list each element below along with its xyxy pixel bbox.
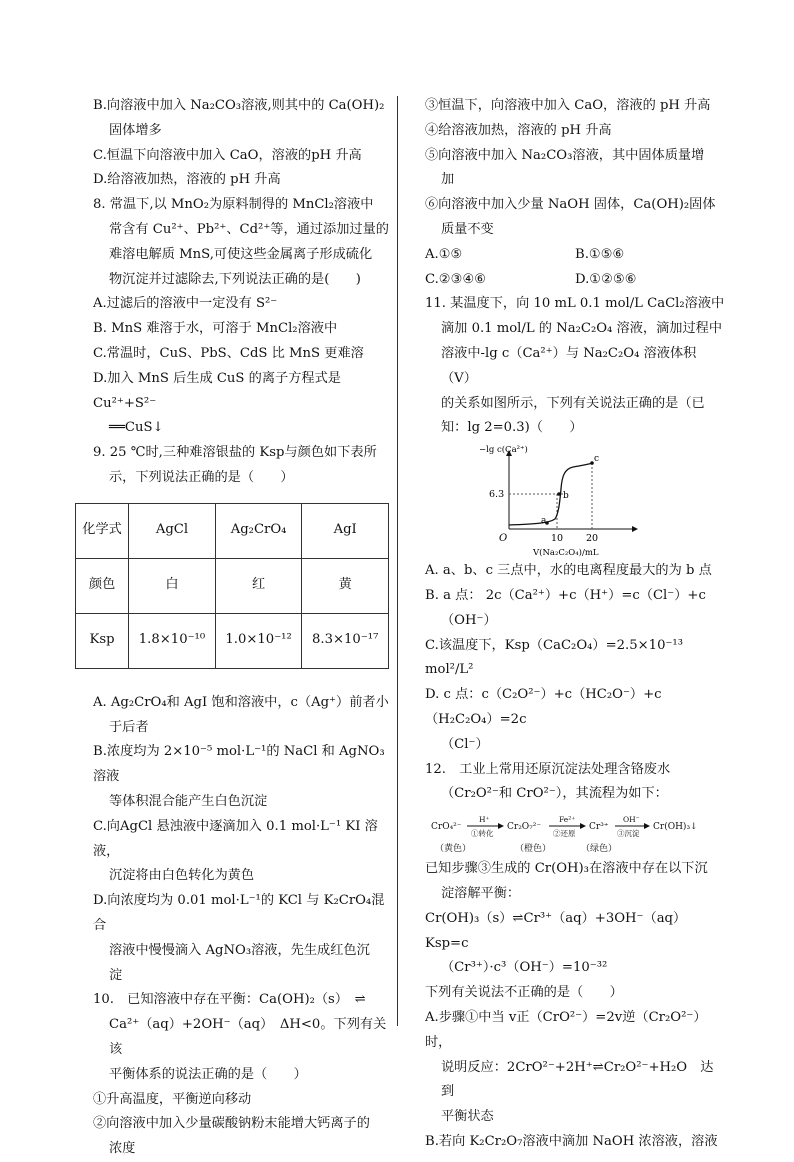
q7-option-d: D.给溶液加热，溶液的 pH 升高 bbox=[93, 172, 281, 188]
flow-color-3: （绿色） bbox=[581, 844, 618, 855]
label-a: a bbox=[541, 516, 547, 527]
ksp-table bbox=[75, 503, 389, 669]
q8-stem-line4: 物沉淀并过滤除去,下列说法正确的是( ) bbox=[109, 271, 361, 287]
label-b: b bbox=[563, 491, 569, 502]
q12-option-b-line1: B.若向 K₂Cr₂O₇溶液中滴加 NaOH 浓溶液，溶液 bbox=[425, 1133, 718, 1149]
q11-option-b-line1: B. a 点： 2c（Ca²⁺）+c（H⁺）=c（Cl⁻）+c bbox=[425, 587, 706, 603]
q11-stem-line3: 溶液中-lg c（Ca²⁺）与 Na₂C₂O₄ 溶液体积（V） bbox=[441, 345, 697, 386]
table-cell: Ksp bbox=[76, 613, 129, 668]
q8-option-c: C.常温时，CuS、PbS、CdS 比 MnS 更难溶 bbox=[93, 345, 364, 361]
q11-stem-line1: 11. 某温度下，向 10 mL 0.1 mol/L CaCl₂溶液中 bbox=[425, 296, 725, 312]
flow-color-2: （橙色） bbox=[515, 844, 552, 855]
q10-statement-3: ③恒温下，向溶液中加入 CaO，溶液的 pH 升高 bbox=[425, 98, 711, 113]
q9-option-a-line1: A. Ag₂CrO₄和 AgI 饱和溶液中，c（Ag⁺）前者小 bbox=[93, 694, 389, 710]
x-tick-10: 10 bbox=[551, 533, 564, 545]
q12-stem-line2: （Cr₂O²⁻和 CrO²⁻），其流程为如下： bbox=[441, 786, 668, 802]
q11-option-d-line1: D. c 点：c（C₂O²⁻）+c（HC₂O⁻）+c（H₂C₂O₄）=2c bbox=[425, 687, 662, 727]
origin-label: O bbox=[499, 533, 508, 545]
q9-option-d-line3: 淀 bbox=[109, 967, 123, 983]
q10-statement-5-line2: 加 bbox=[441, 172, 455, 188]
flow-color-1: （黄色） bbox=[435, 844, 472, 855]
q11-option-b-line2: （OH⁻） bbox=[441, 612, 497, 628]
q11-stem-line5: 知：lg 2=0.3)（ ） bbox=[441, 420, 583, 436]
q10-option-d: D.①②⑤⑥ bbox=[575, 271, 637, 287]
table-cell: 化学式 bbox=[76, 503, 129, 558]
table-cell: 8.3×10⁻¹⁷ bbox=[302, 613, 389, 668]
q12-stem-line1: 12. 工业上常用还原沉淀法处理含铬废水 bbox=[425, 761, 671, 777]
table-cell: 1.0×10⁻¹² bbox=[215, 613, 302, 668]
q8-option-b: B. MnS 难溶于水，可溶于 MnCl₂溶液中 bbox=[93, 321, 338, 337]
q7-option-b-line2: 固体增多 bbox=[109, 122, 162, 138]
q11-option-c: C.该温度下，Ksp（CaC₂O₄）=2.5×10⁻¹³ mol²/L² bbox=[425, 637, 683, 678]
q12-option-a-line2: 说明反应：2CrO²⁻+2H⁺⇌Cr₂O²⁻+H₂O 达到 bbox=[441, 1059, 714, 1100]
flow-arrow-2-top: Fe²⁺ bbox=[559, 815, 576, 825]
table-cell: 白 bbox=[129, 558, 216, 613]
q8-option-a: A.过滤后的溶液中一定没有 S²⁻ bbox=[93, 296, 278, 312]
q7-option-c: C.恒温下向溶液中加入 CaO，溶液的pH 升高 bbox=[93, 147, 362, 163]
q12-equilibrium-line2: （Cr³⁺）·c³（OH⁻）=10⁻³² bbox=[441, 960, 608, 976]
q9-stem-line2: 示，下列说法正确的是（ ） bbox=[109, 469, 294, 485]
point-b bbox=[557, 492, 561, 496]
q12-question: 下列有关说法不正确的是（ ） bbox=[425, 985, 623, 1001]
table-cell: Ag₂CrO₄ bbox=[215, 503, 302, 558]
table-cell: AgI bbox=[302, 503, 389, 558]
table-cell: 红 bbox=[215, 558, 302, 613]
q11-stem-line2: 滴加 0.1 mol/L 的 Na₂C₂O₄ 溶液，滴加过程中 bbox=[441, 321, 723, 337]
q10-stem-line1: 10. 已知溶液中存在平衡：Ca(OH)₂（s） ⇌ bbox=[93, 992, 366, 1008]
chromium-flowchart bbox=[431, 811, 701, 855]
column-divider bbox=[397, 96, 398, 1026]
table-cell: AgCl bbox=[129, 503, 216, 558]
flow-arrow-3-top: OH⁻ bbox=[623, 815, 640, 825]
flow-species-1: CrO₄²⁻ bbox=[431, 822, 462, 833]
flow-arrow-1-bottom: ①转化 bbox=[471, 829, 494, 839]
q9-option-a-line2: 于后者 bbox=[109, 719, 149, 735]
flow-arrow-1-top: H⁺ bbox=[479, 815, 490, 825]
titration-graph bbox=[477, 443, 677, 559]
flow-species-4: Cr(OH)₃↓ bbox=[653, 822, 698, 833]
q9-option-c-line1: C.向AgCl 悬浊液中逐滴加入 0.1 mol·L⁻¹ KI 溶液， bbox=[93, 818, 378, 859]
q9-option-c-line2: 沉淀将由白色转化为黄色 bbox=[109, 868, 255, 884]
q12-option-a-line1: A.步骤①中当 v正（CrO²⁻）=2v逆（Cr₂O²⁻）时， bbox=[425, 1009, 707, 1050]
table-cell: 黄 bbox=[302, 558, 389, 613]
table-cell: 1.8×10⁻¹⁰ bbox=[129, 613, 216, 668]
y-tick-label: 6.3 bbox=[489, 489, 505, 501]
q10-option-c: C.②③④⑥ bbox=[425, 271, 487, 287]
table-row-ksp bbox=[76, 613, 389, 668]
q10-stem-line3: 平衡体系的说法正确的是（ ） bbox=[109, 1066, 307, 1082]
table-cell: 颜色 bbox=[76, 558, 129, 613]
q10-option-a: A.①⑤ bbox=[425, 246, 463, 262]
label-c: c bbox=[594, 454, 600, 465]
q9-option-b-line1: B.浓度均为 2×10⁻⁵ mol·L⁻¹的 NaCl 和 AgNO₃溶液 bbox=[93, 744, 385, 785]
flow-arrow-3-bottom: ③沉淀 bbox=[617, 829, 640, 839]
q8-stem-line2: 常含有 Cu²⁺、Pb²⁺、Cd²⁺等，通过添加过量的 bbox=[109, 221, 389, 237]
q9-option-b-line2: 等体积混合能产生白色沉淀 bbox=[109, 793, 268, 809]
x-axis-label: V(Na₂C₂O₄)/mL bbox=[533, 548, 599, 559]
q9-option-d-line2: 溶液中慢慢滴入 AgNO₃溶液，先生成红色沉 bbox=[109, 942, 370, 958]
q8-stem-line1: 8. 常温下,以 MnO₂为原料制得的 MnCl₂溶液中 bbox=[93, 197, 374, 213]
q10-statement-6-line2: 质量不变 bbox=[441, 221, 494, 237]
flow-arrow-2-bottom: ②还原 bbox=[553, 829, 576, 839]
q10-options-row2 bbox=[425, 268, 725, 293]
q11-option-a: A. a、b、c 三点中，水的电离程度最大的为 b 点 bbox=[425, 563, 712, 579]
q8-stem-line3: 难溶电解质 MnS,可使这些金属离子形成硫化 bbox=[109, 246, 373, 262]
y-axis-label: −lg c(Ca²⁺) bbox=[479, 445, 528, 456]
q8-option-d-line2: ══CuS↓ bbox=[109, 420, 164, 436]
q12-text-line1: 已知步骤③生成的 Cr(OH)₃在溶液中存在以下沉 bbox=[425, 861, 708, 877]
table-header-row bbox=[76, 503, 389, 558]
q10-statement-2-line2: 浓度 bbox=[109, 1141, 136, 1157]
q8-option-d-line1: D.加入 MnS 后生成 CuS 的离子方程式是 Cu²⁺+S²⁻ bbox=[93, 370, 341, 411]
q10-statement-1: ①升高温度，平衡逆向移动 bbox=[93, 1091, 252, 1107]
q10-options-row1 bbox=[425, 243, 725, 268]
left-column bbox=[82, 94, 389, 1162]
q9-option-d-line1: D.向浓度均为 0.01 mol·L⁻¹的 KCl 与 K₂CrO₄混合 bbox=[93, 893, 385, 933]
q11-option-d-line2: （Cl⁻） bbox=[441, 736, 489, 752]
q10-option-b: B.①⑤⑥ bbox=[575, 246, 625, 262]
flow-species-2: Cr₂O₇²⁻ bbox=[507, 822, 542, 833]
q12-option-a-line3: 平衡状态 bbox=[441, 1109, 494, 1125]
q12-text-line2: 淀溶解平衡： bbox=[441, 885, 521, 901]
q11-stem-line4: 的关系如图所示，下列有关说法正确的是（已 bbox=[441, 395, 705, 411]
q9-stem-line1: 9. 25 ℃时,三种难溶银盐的 Ksp与颜色如下表所 bbox=[93, 445, 377, 461]
q10-stem-line2: Ca²⁺（aq）+2OH⁻（aq） ΔH<0。下列有关该 bbox=[109, 1017, 387, 1057]
table-row-color bbox=[76, 558, 389, 613]
q10-statement-5-line1: ⑤向溶液中加入 Na₂CO₃溶液，其中固体质量增 bbox=[425, 147, 705, 163]
x-tick-20: 20 bbox=[586, 533, 599, 545]
flow-species-3: Cr³⁺ bbox=[589, 822, 609, 833]
q10-statement-2-line1: ②向溶液中加入少量碳酸钠粉末能增大钙离子的 bbox=[93, 1116, 370, 1132]
q12-equilibrium-line1: Cr(OH)₃（s）⇌Cr³⁺（aq）+3OH⁻（aq）Ksp=c bbox=[425, 910, 687, 951]
q7-option-b-line1: B.向溶液中加入 Na₂CO₃溶液,则其中的 Ca(OH)₂ bbox=[93, 98, 385, 113]
q10-statement-4: ④给溶液加热，溶液的 pH 升高 bbox=[425, 122, 612, 138]
right-column bbox=[425, 94, 725, 1155]
q10-statement-6-line1: ⑥向溶液中加入少量 NaOH 固体，Ca(OH)₂固体 bbox=[425, 197, 716, 213]
